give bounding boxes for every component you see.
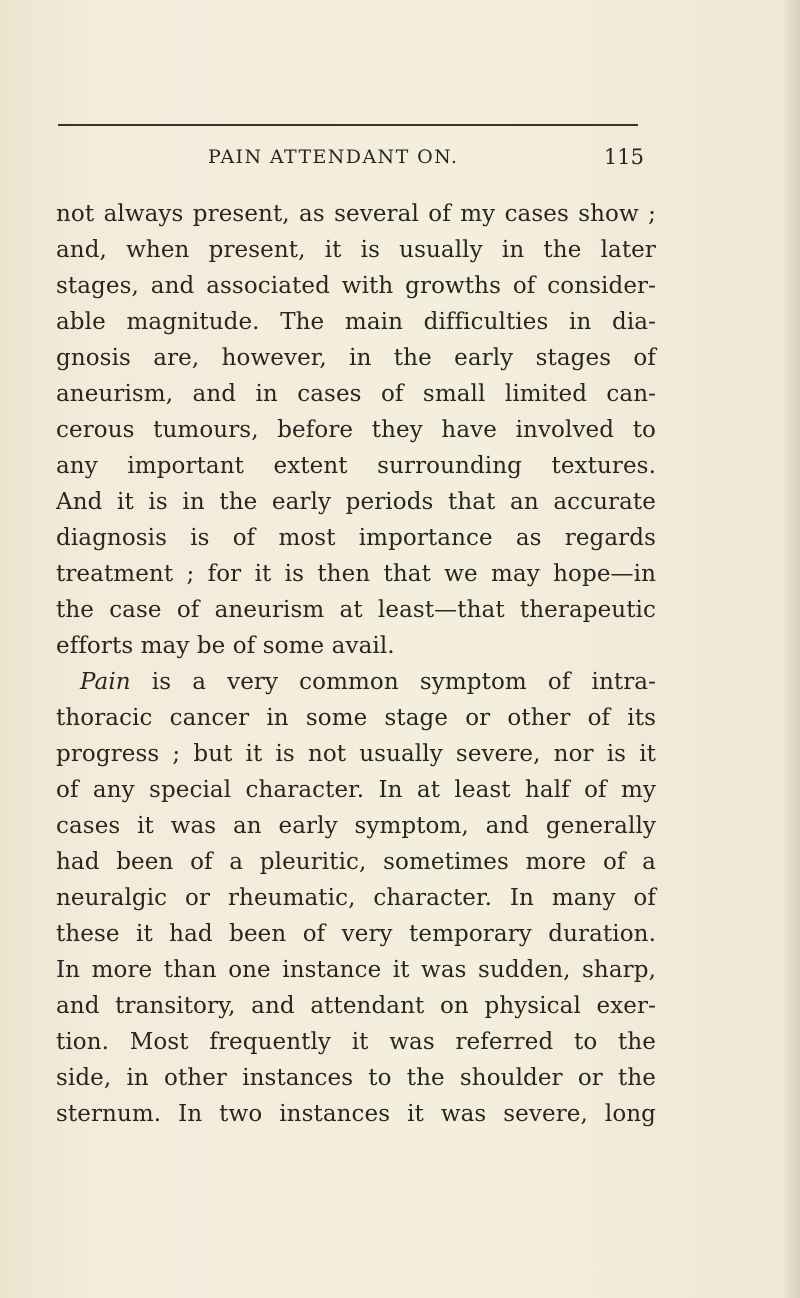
text-line: had been of a pleuritic, sometimes more of a [56,849,656,875]
page-edge-shadow [782,0,800,1298]
text-line: tion. Most frequently it was referred to the [56,1029,656,1055]
text-line: of any special character. In at least half of my [56,777,656,803]
text-line: not always present, as several of my cases show ; [56,201,656,227]
running-head [58,146,648,176]
text-line: progress ; but it is not usually severe, nor is it [56,741,656,767]
body-text [56,196,656,1132]
italic-lead-word: Pain [80,669,131,695]
text-line: able magnitude. The main difficulties in dia- [56,309,656,335]
text-line: diagnosis is of most importance as regards [56,525,656,551]
text-line: cerous tumours, before they have involved to [56,417,656,443]
text-line: side, in other instances to the shoulder or the [56,1065,656,1091]
text-line: and, when present, it is usually in the later [56,237,656,263]
text-line: sternum. In two instances it was severe, long [56,1101,656,1127]
text-line: any important extent surrounding textures. [56,453,656,479]
text-line: thoracic cancer in some stage or other of its [56,705,656,731]
text-line: efforts may be of some avail. [56,633,395,659]
text-line: aneurism, and in cases of small limited can- [56,381,656,407]
text-line: cases it was an early symptom, and generally [56,813,656,839]
page-number: 115 [603,145,644,169]
text-line: treatment ; for it is then that we may hope—in [56,561,656,587]
running-title: PAIN ATTENDANT ON. [208,146,459,168]
text-fragment: is a very common symptom of intra- [130,669,656,695]
text-line: And it is in the early periods that an accurate [56,489,656,515]
text-line: these it had been of very temporary duration. [56,921,656,947]
text-line: the case of aneurism at least—that therapeutic [56,597,656,623]
text-line: stages, and associated with growths of consider- [56,273,656,299]
header-rule [58,124,638,126]
text-line: gnosis are, however, in the early stages of [56,345,656,371]
paragraph-first-line [56,664,656,700]
text-line: neuralgic or rheumatic, character. In many of [56,885,656,911]
text-line: In more than one instance it was sudden, sharp, [56,957,656,983]
text-line: and transitory, and attendant on physical exer- [56,993,656,1019]
